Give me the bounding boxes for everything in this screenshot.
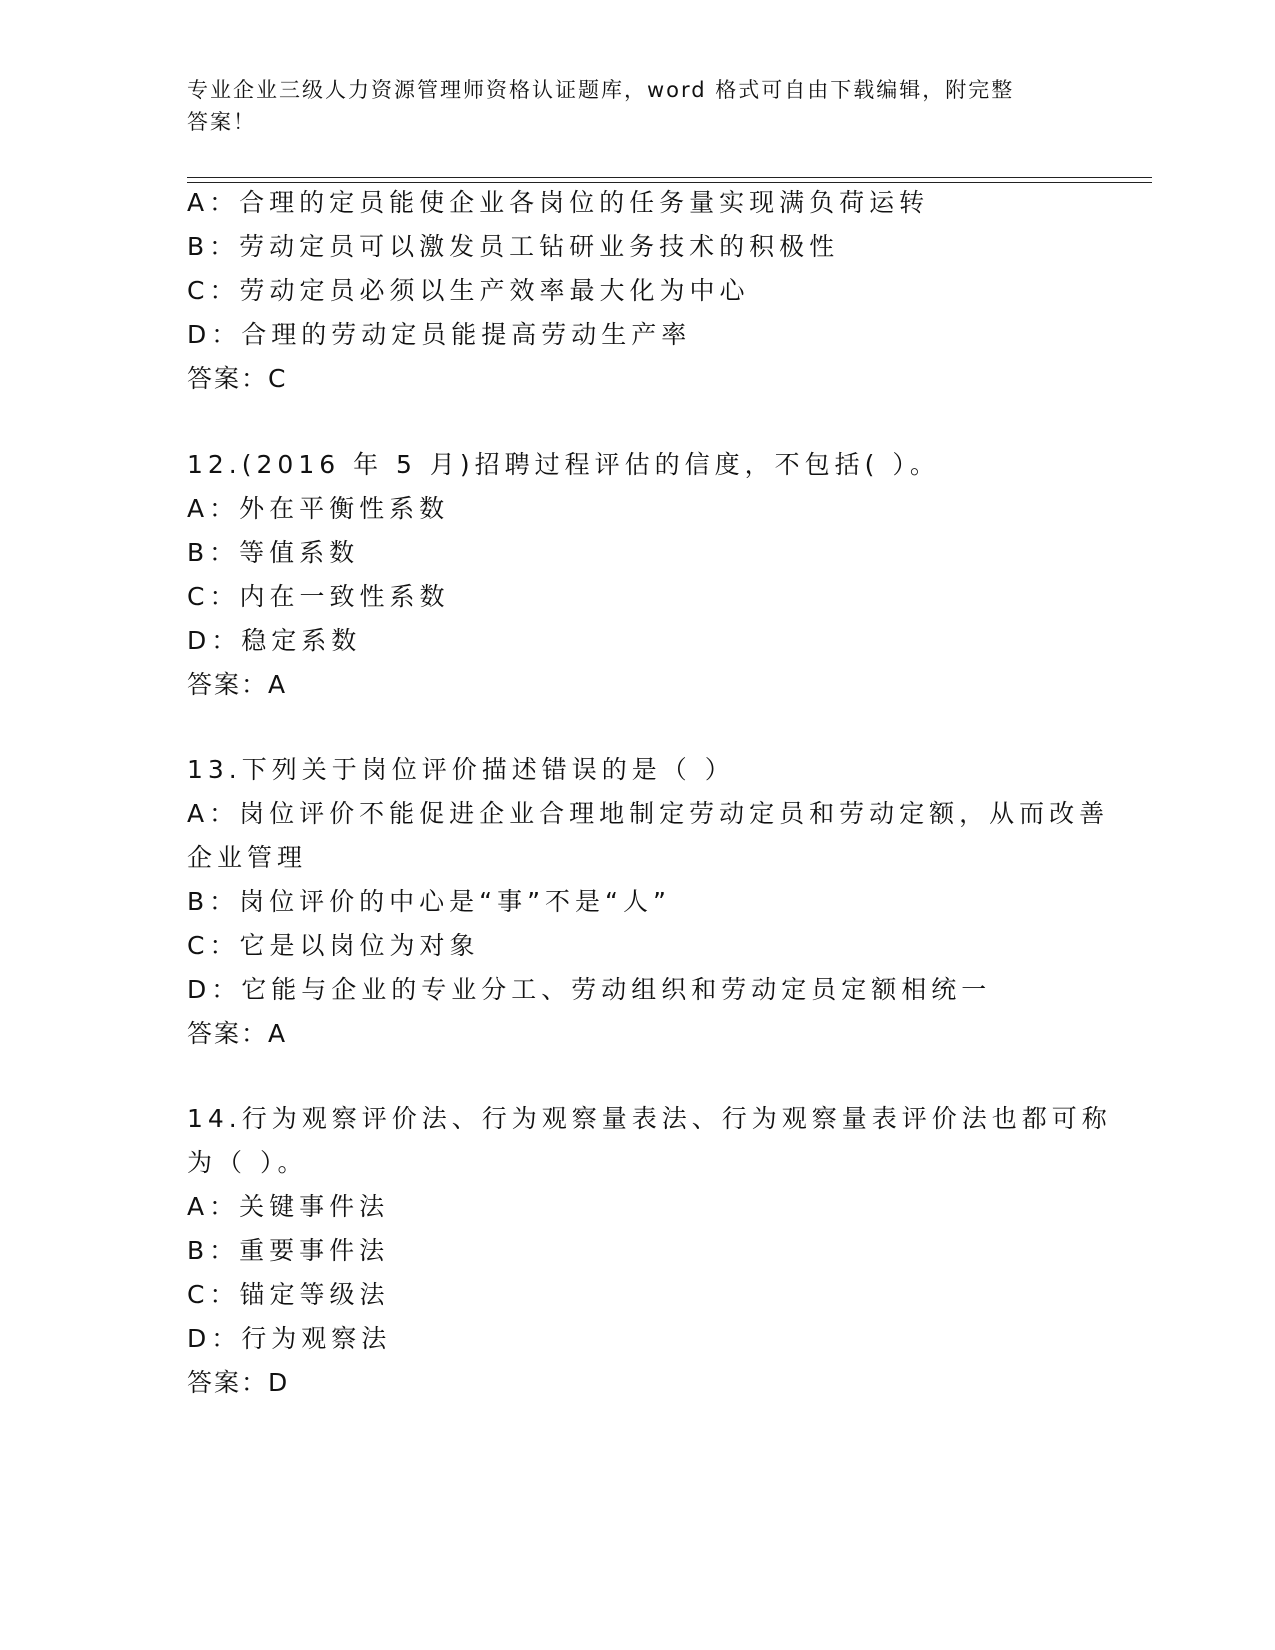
q14-question-line-2: 为（ ）。 [187, 1148, 308, 1177]
answer-label: 答案： [187, 1019, 269, 1048]
q12-option-c: C：内在一致性系数 [187, 582, 450, 611]
q12-answer [187, 670, 288, 700]
answer-label: 答案： [187, 670, 269, 699]
q11-option-b: B：劳动定员可以激发员工钻研业务技术的积极性 [187, 232, 840, 261]
header-line-2: 答案！ [187, 110, 256, 134]
q13-option-a: A：岗位评价不能促进企业合理地制定劳动定员和劳动定额，从而改善 [187, 799, 1110, 828]
q12-option-d: D：稳定系数 [187, 626, 362, 655]
q13-question: 13.下列关于岗位评价描述错误的是（ ） [187, 755, 735, 784]
q13-option-b: B：岗位评价的中心是“事”不是“人” [187, 887, 671, 916]
header-divider-top [187, 177, 1152, 178]
q12-option-b: B：等值系数 [187, 538, 360, 567]
q14-option-a: A：关键事件法 [187, 1192, 390, 1221]
document-header [187, 74, 1067, 138]
answer-value: C [268, 364, 289, 393]
header-divider-bottom [187, 182, 1152, 183]
header-line-1: 专业企业三级人力资源管理师资格认证题库，word 格式可自由下载编辑，附完整 [187, 78, 1015, 102]
q14-option-c: C：锚定等级法 [187, 1280, 390, 1309]
answer-value: A [268, 670, 289, 699]
q14-option-b: B：重要事件法 [187, 1236, 390, 1265]
q14-option-d: D：行为观察法 [187, 1324, 392, 1353]
answer-label: 答案： [187, 364, 269, 393]
q13-option-c: C：它是以岗位为对象 [187, 931, 480, 960]
q13-option-a-continued: 企业管理 [187, 843, 308, 872]
q13-answer [187, 1019, 288, 1049]
q12-question: 12.(2016 年 5 月)招聘过程评估的信度，不包括( ）。 [187, 450, 940, 479]
q11-option-a: A：合理的定员能使企业各岗位的任务量实现满负荷运转 [187, 188, 930, 217]
q14-answer [187, 1368, 290, 1398]
q14-question-line-1: 14.行为观察评价法、行为观察量表法、行为观察量表评价法也都可称 [187, 1104, 1112, 1133]
answer-value: A [268, 1019, 289, 1048]
q12-option-a: A：外在平衡性系数 [187, 494, 450, 523]
q11-option-c: C：劳动定员必须以生产效率最大化为中心 [187, 276, 750, 305]
answer-label: 答案： [187, 1368, 269, 1397]
answer-value: D [268, 1368, 291, 1397]
q11-answer [187, 364, 288, 394]
q13-option-d: D：它能与企业的专业分工、劳动组织和劳动定员定额相统一 [187, 975, 992, 1004]
q11-option-d: D：合理的劳动定员能提高劳动生产率 [187, 320, 692, 349]
